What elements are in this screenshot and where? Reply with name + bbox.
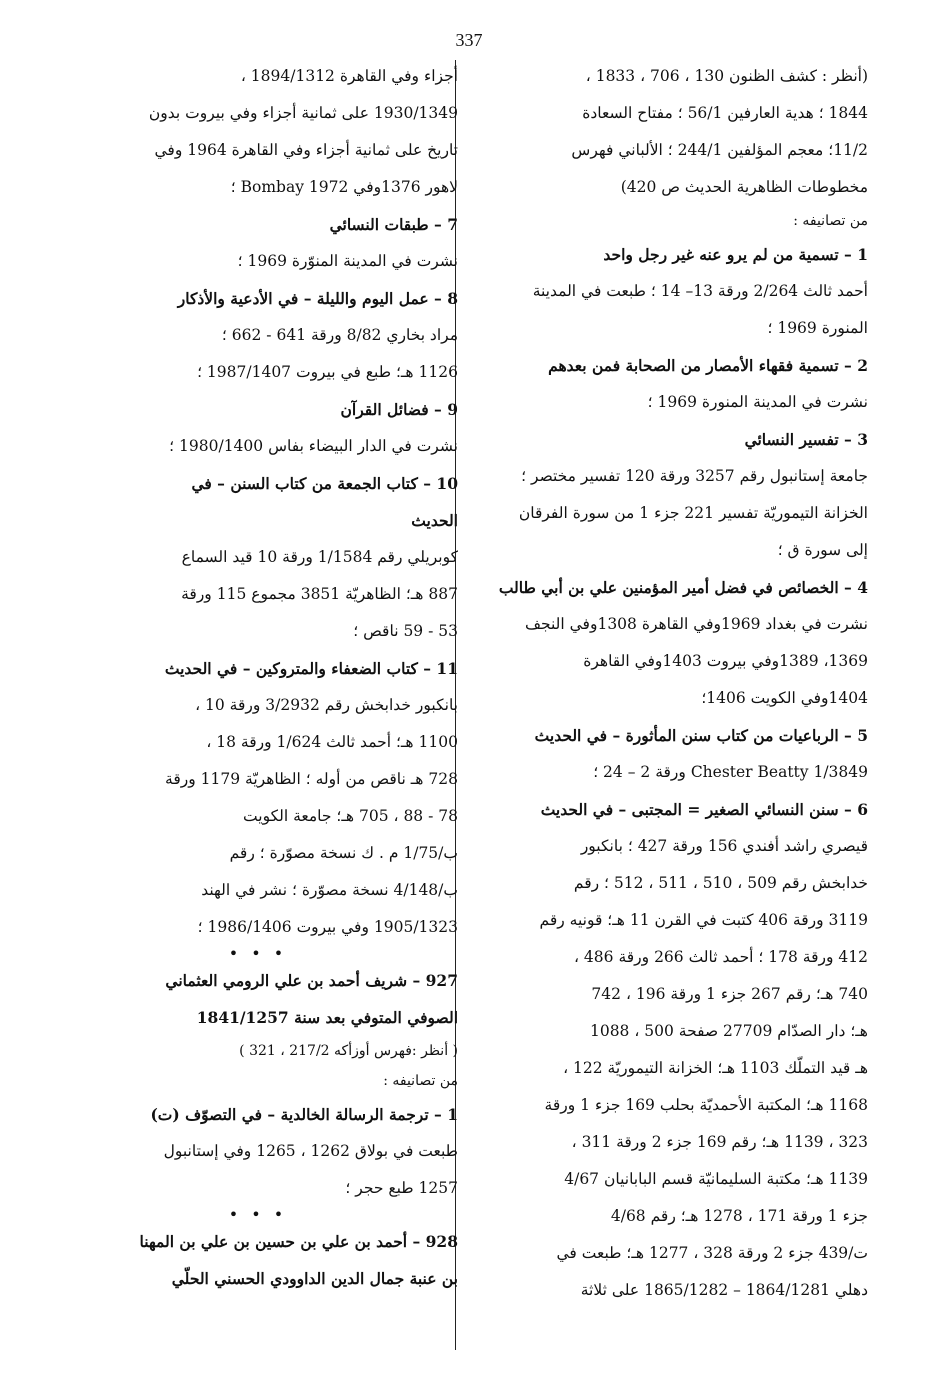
text-line: نشرت في المدينة المنورة 1969 ؛ [647, 393, 868, 411]
text-line: 1404وفي الكويت 1406؛ [701, 689, 868, 707]
entry-separator: • • • [228, 944, 288, 963]
text-line: ب/1/75 م . ك نسخة مصوّرة ؛ رقم [229, 844, 458, 862]
text-line: 78 - 88 ، 705 هـ؛ جامعة الكويت [243, 807, 458, 825]
entry-heading-line: الصوفي المتوفي بعد سنة 1841/1257 [196, 1008, 458, 1027]
text-line: 1139 هـ؛ مكتبة السليمانيّة قسم البابانيان 4/67 [564, 1170, 868, 1188]
entry-heading-line: 7 – طبقات النسائي [329, 215, 458, 234]
entry-heading-line: 4 – الخصائص في فضل أمير المؤمنين علي بن أبي طالب [498, 578, 868, 597]
text-line: 1100 هـ؛ أحمد ثالث 1/624 ورقة 18 ، [206, 733, 458, 751]
text-line: لاهور 1376وفي Bombay 1972 ؛ [230, 178, 458, 196]
text-line: 1168 هـ؛ المكتبة الأحمديّة بحلب 169 جزء 1 ورقة [544, 1096, 868, 1114]
left-column [58, 58, 458, 1297]
text-line: 323 ، 1139 هـ؛ رقم 169 جزء 2 ورقة 311 ، [571, 1133, 868, 1151]
text-line: 1369، 1389وفي بيروت 1403وفي القاهرة [583, 652, 868, 670]
text-line: 1126 هـ؛ طبع في بيروت 1987/1407 ؛ [197, 363, 458, 381]
entry-heading-line: 10 – كتاب الجمعة من كتاب السنن – في [191, 474, 458, 493]
text-line: نشرت في بغداد 1969وفي القاهرة 1308وفي النجف [524, 615, 868, 633]
text-line: طبعت في بولاق 1262 ، 1265 وفي إستانبول [163, 1142, 458, 1160]
entry-heading-line: 1 – ترجمة الرسالة الخالدية – في التصوّف (ت) [150, 1105, 458, 1124]
text-line: 412 ورقة 178 ؛ أحمد ثالث 266 ورقة 486 ، [573, 948, 868, 966]
text-line: أحمد ثالث 2/264 ورقة 13– 14 ؛ طبعت في المدينة [532, 282, 868, 300]
entry-heading-line: 8 – عمل اليوم والليلة – في الأدعية والأذكار [177, 289, 458, 308]
text-line: 1930/1349 على ثمانية أجزاء وفي بيروت بدون [148, 104, 458, 122]
text-line: أجزاء وفي القاهرة 1894/1312 ، [240, 67, 458, 85]
text-line: 1905/1323 وفي بيروت 1986/1406 ؛ [197, 918, 458, 936]
entry-heading-line: 9 – فضائل القرآن [340, 400, 458, 419]
text-line: 1257 طبع حجر ؛ [345, 1179, 458, 1197]
text-line: الخزانة التيموريّة تفسير 221 جزء 1 من سورة الفرقان [518, 504, 868, 522]
text-line: قيصري راشد أفندي 156 ورقة 427 ؛ بانكبور [580, 837, 868, 855]
entry-separator: • • • [228, 1205, 288, 1224]
text-line: المنورة 1969 ؛ [767, 319, 868, 337]
entry-heading-line: بن عنبة جمال الدين الداوودي الحسني الحلّي [171, 1269, 458, 1288]
entry-heading-line: 6 – سنن النسائي الصغير = المجتبى – في الحديث [540, 800, 868, 819]
text-line: هـ قيد التملّك 1103 هـ؛ الخزانة التيموريّة 122 ، [563, 1059, 868, 1077]
text-line: 728 هـ ناقص من أوله ؛ الظاهريّة 1179 ورقة [165, 770, 458, 788]
entry-heading-line: 3 – تفسير النسائي [744, 430, 868, 449]
text-line: تاريخ على ثمانية أجزاء وفي القاهرة 1964 وفي [154, 141, 458, 159]
text-line: خدابخش رقم 509 ، 510 ، 511 ، 512 ؛ رقم [573, 874, 868, 892]
text-line: ب/4/148 نسخة مصوّرة ؛ نشر في الهند [201, 881, 458, 899]
entry-heading-line: 2 – تسمية فقهاء الأمصار من الصحابة فمن بعدهم [548, 356, 868, 375]
text-line: 53 - 59 ناقص ؛ [353, 622, 458, 640]
text-line: 887 هـ؛ الظاهريّة 3851 مجموع 115 ورقة [181, 585, 458, 603]
text-line: من تصانيفه : [383, 1073, 458, 1089]
text-line: كوبريلي رقم 1/1584 ورقة 10 قيد السماع [181, 548, 458, 566]
text-line: 1844 ؛ هدية العارفين 56/1 ؛ مفتاح السعادة [582, 104, 868, 122]
text-line: جامعة إستانبول رقم 3257 ورقة 120 تفسير مختصر ؛ [521, 467, 868, 485]
text-line: دهلي 1864/1281 – 1865/1282 على ثلاثة [580, 1281, 868, 1299]
text-line: ت/439 جزء 2 ورقة 328 ، 1277 هـ؛ طبعت في [556, 1244, 868, 1262]
text-line: من تصانيفه : [793, 213, 868, 229]
entry-heading-line: 927 – شريف أحمد بن علي الرومي العثماني [165, 971, 458, 990]
text-line: هـ؛ دار الصدّام 27709 صفحة 500 ، 1088 [589, 1022, 868, 1040]
text-line: جزء 1 ورقة 171 ، 1278 هـ؛ رقم 4/68 [610, 1207, 868, 1225]
text-line: بانكبور خدابخش رقم 3/2932 ورقة 10 ، [195, 696, 458, 714]
text-line: Chester Beatty 1/3849 ورقة 2 – 24 ؛ [593, 763, 868, 781]
text-line: (أنظر : كشف الظنون 130 ، 706 ، 1833 ، [585, 67, 868, 85]
text-line: 3119 ورقة 406 كتبت في القرن 11 هـ؛ قونيه رقم [539, 911, 868, 929]
right-column [468, 58, 868, 1309]
entry-heading-line: 928 – أحمد بن علي بن حسين بن علي بن المهنا [139, 1232, 458, 1251]
entry-heading-line: 5 – الرباعيات من كتاب سنن المأثورة – في الحديث [534, 726, 868, 745]
text-line: نشرت في المدينة المنوّرة 1969 ؛ [237, 252, 458, 270]
entry-heading-line: 11 – كتاب الضعفاء والمتروكين – في الحديث [164, 659, 458, 678]
entry-heading-line: الحديث [411, 511, 458, 530]
text-line: 740 هـ؛ رقم 267 جزء 1 ورقة 196 ، 742 [591, 985, 868, 1003]
page-number: 337 [455, 30, 483, 50]
text-line: 11/2؛ معجم المؤلفين 244/1 ؛ الألباني فهرس [571, 141, 868, 159]
text-line: مراد بخاري 8/82 ورقة 641 - 662 ؛ [221, 326, 458, 344]
text-line: ( أنظر :فهرس أوزأكه 217/2 ، 321 ) [239, 1043, 458, 1059]
entry-heading-line: 1 – تسمية من لم يرو عنه غير رجل واحد [603, 245, 868, 264]
text-line: نشرت في الدار البيضاء بفاس 1980/1400 ؛ [169, 437, 458, 455]
text-line: مخطوطات الظاهرية الحديث ص 420) [620, 178, 868, 196]
text-line: إلى سورة ق ؛ [777, 541, 868, 559]
